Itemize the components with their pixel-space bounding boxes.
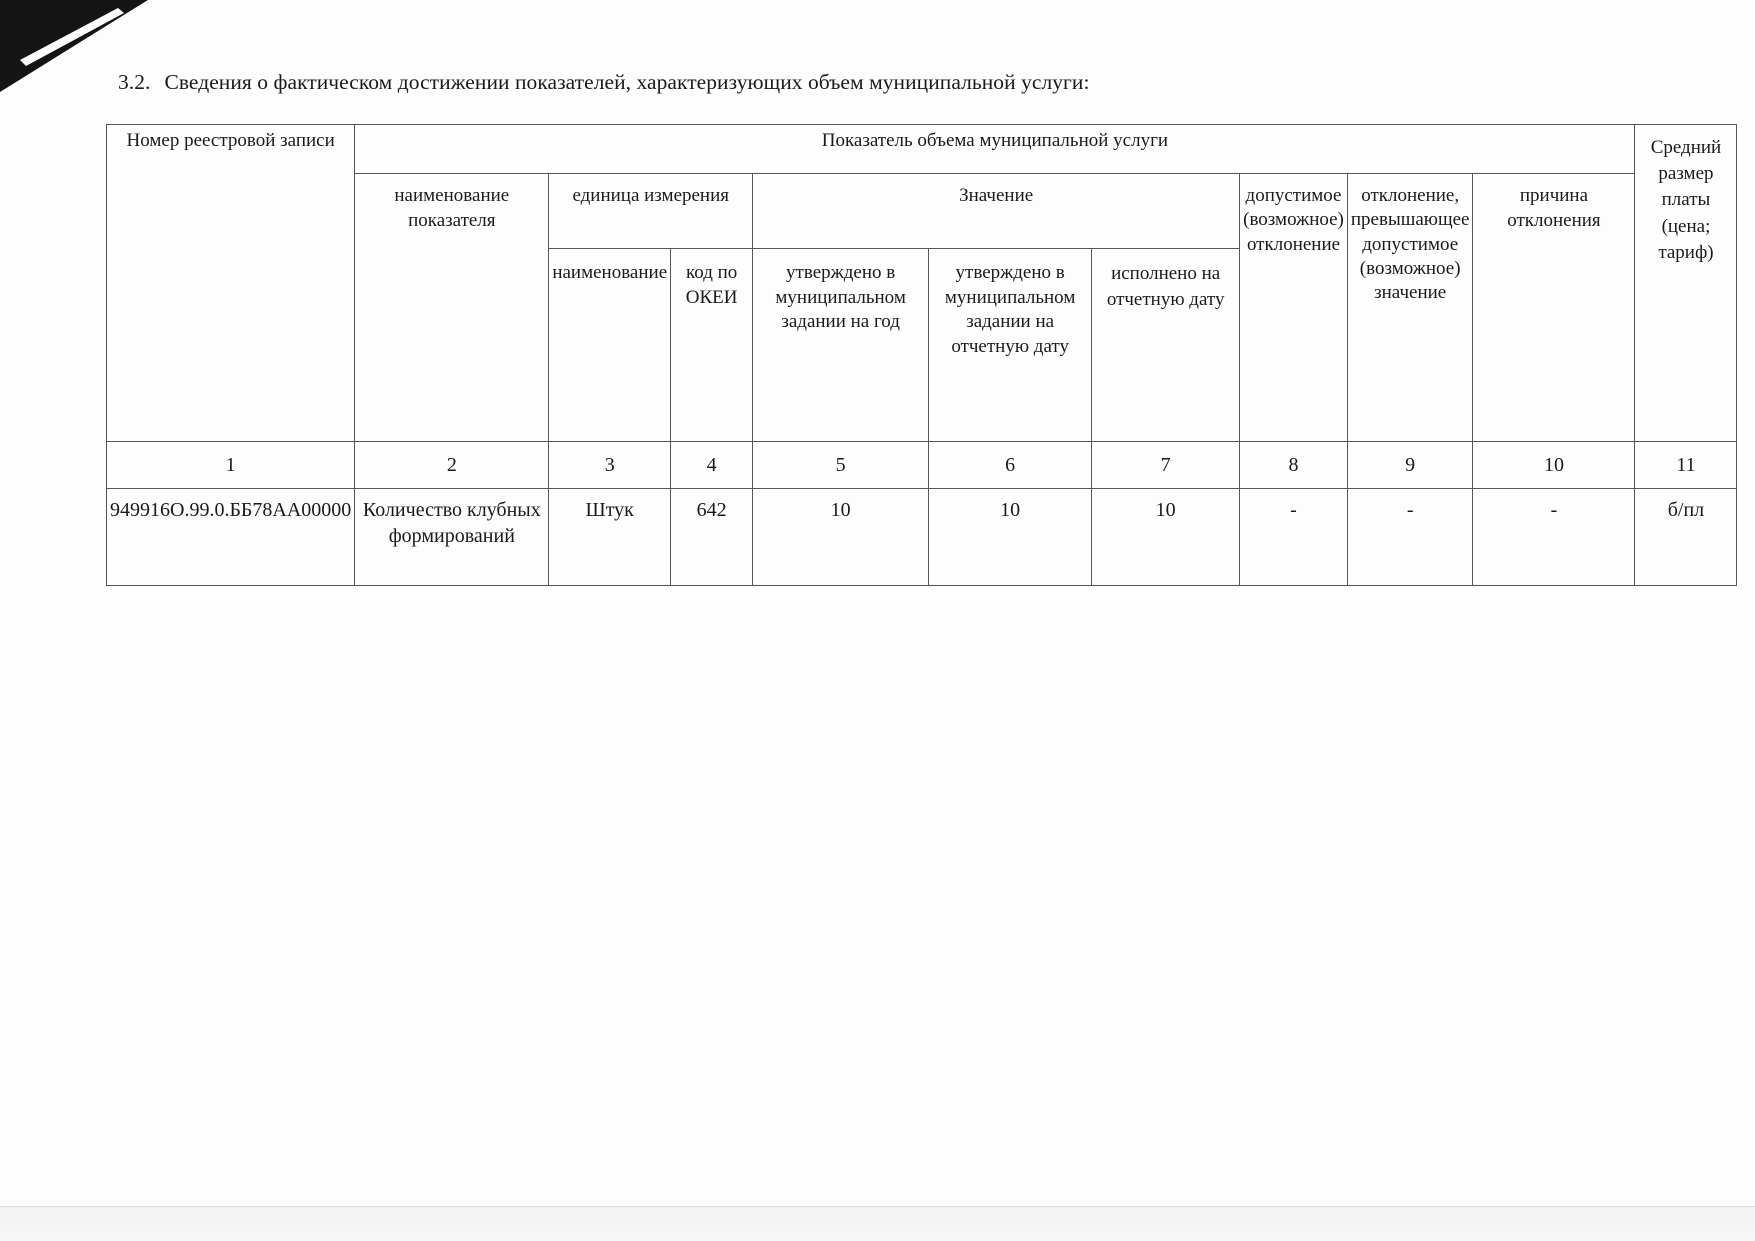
header-allowed-deviation: допустимое (возможное) отклонение — [1240, 174, 1348, 442]
executed-date-cell: 10 — [1092, 489, 1240, 586]
column-number: 3 — [549, 442, 671, 489]
header-value-group: Значение — [753, 174, 1240, 249]
header-unit-name: наименование — [549, 249, 671, 442]
section-number: 3.2. — [118, 70, 151, 94]
column-number: 9 — [1347, 442, 1473, 489]
section-title: Сведения о фактическом достижении показателей, характеризующих объем муниципальной услуги: — [164, 70, 1090, 94]
column-number: 10 — [1473, 442, 1635, 489]
header-approved-date: утверждено в муниципальном задании на отчетную дату — [929, 249, 1092, 442]
header-indicator-name: наименование показателя — [355, 174, 549, 442]
registry-number-cell: 949916О.99.0.ББ78АА00000 — [107, 489, 355, 586]
scan-bottom-edge — [0, 1206, 1755, 1241]
column-number: 7 — [1092, 442, 1240, 489]
approved-date-cell: 10 — [929, 489, 1092, 586]
header-indicator-group: Показатель объема муниципальной услуги — [355, 125, 1635, 174]
header-excess-deviation: отклонение, превышающее допустимое (возможное) значение — [1347, 174, 1473, 442]
header-average-fee: Средний размер платы (цена; тариф) — [1635, 125, 1737, 442]
header-okei-code: код по ОКЕИ — [671, 249, 753, 442]
header-deviation-reason: причина отклонения — [1473, 174, 1635, 442]
approved-year-cell: 10 — [753, 489, 929, 586]
header-executed-date: исполнено на отчетную дату — [1092, 249, 1240, 442]
volume-indicators-table — [106, 124, 1737, 586]
column-number: 1 — [107, 442, 355, 489]
column-number: 5 — [753, 442, 929, 489]
header-approved-year: утверждено в муниципальном задании на год — [753, 249, 929, 442]
indicator-name-cell: Количество клубных формирований — [355, 489, 549, 586]
column-number: 2 — [355, 442, 549, 489]
deviation-reason-cell: - — [1473, 489, 1635, 586]
column-number: 4 — [671, 442, 753, 489]
average-fee-cell: б/пл — [1635, 489, 1737, 586]
header-unit-group: единица измерения — [549, 174, 753, 249]
column-number-row — [107, 442, 1737, 489]
column-number: 11 — [1635, 442, 1737, 489]
header-registry-number: Номер реестровой записи — [107, 125, 355, 442]
excess-deviation-cell: - — [1347, 489, 1473, 586]
section-heading — [118, 70, 1090, 95]
column-number: 6 — [929, 442, 1092, 489]
allowed-deviation-cell: - — [1240, 489, 1348, 586]
table-row — [107, 489, 1737, 586]
unit-name-cell: Штук — [549, 489, 671, 586]
okei-code-cell: 642 — [671, 489, 753, 586]
column-number: 8 — [1240, 442, 1348, 489]
